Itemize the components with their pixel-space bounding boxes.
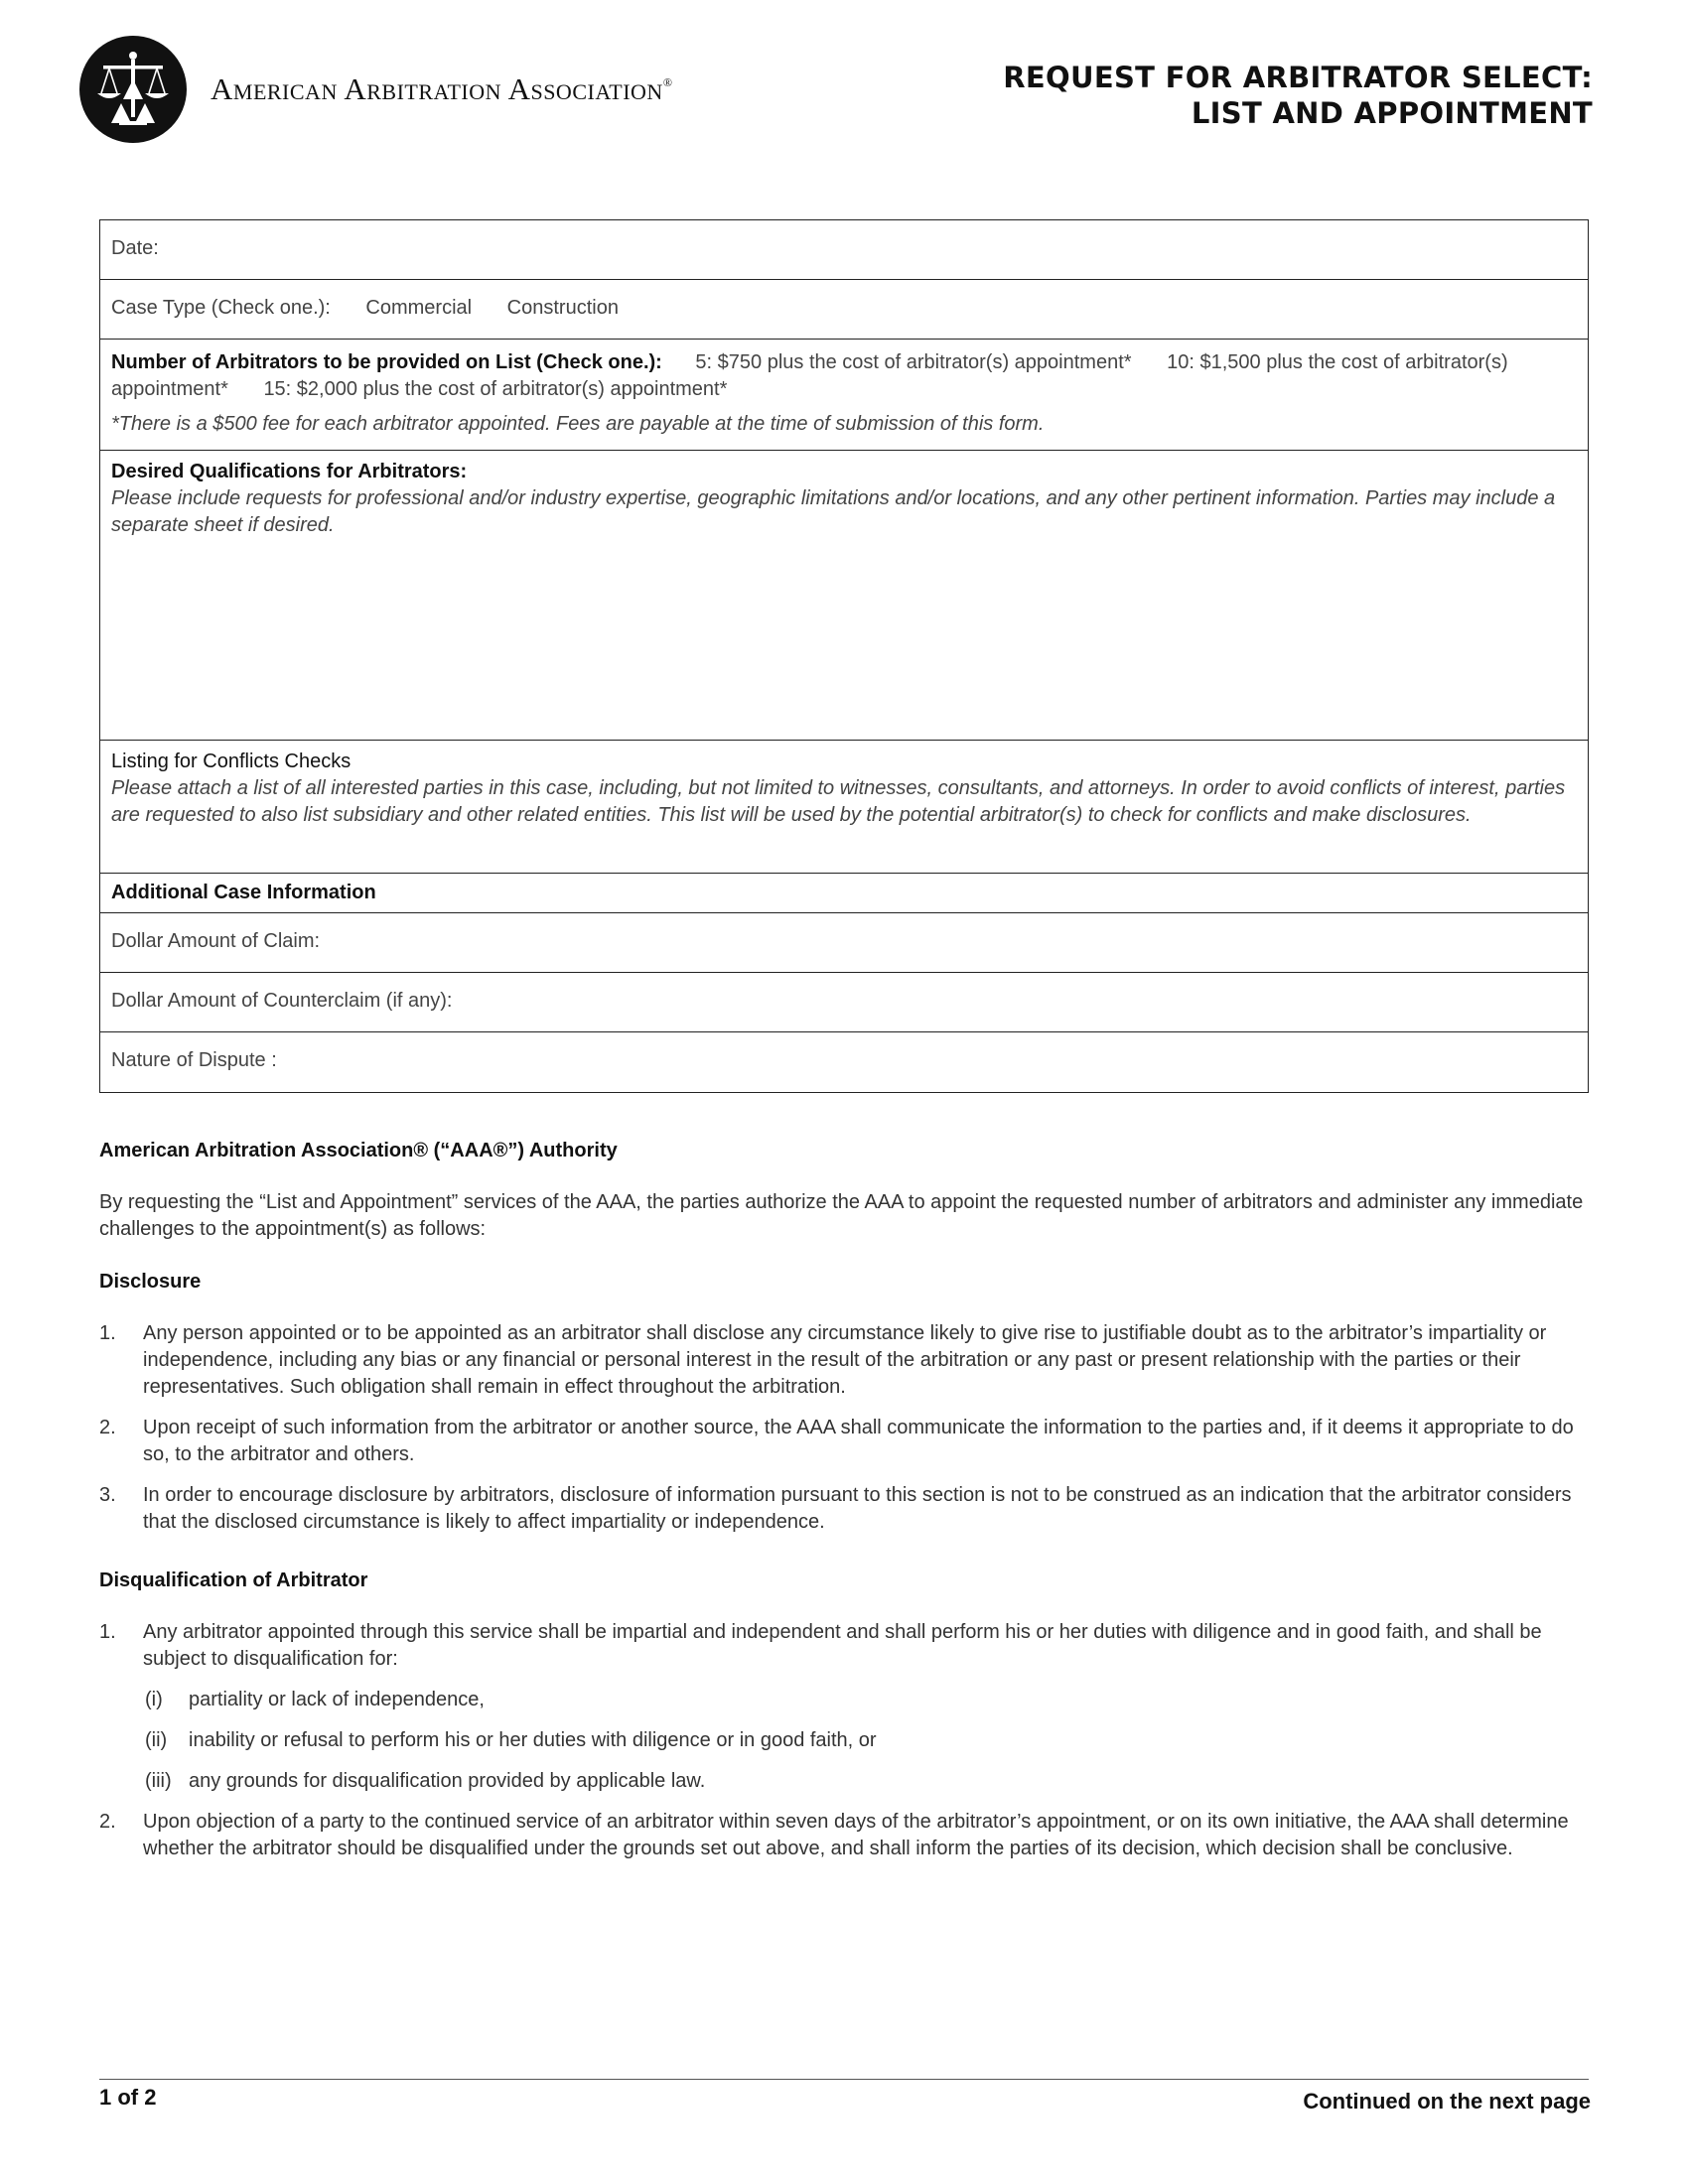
nature-of-dispute-field[interactable] [100, 1032, 1588, 1092]
request-form [99, 219, 1589, 1093]
arbitrators-count-row [100, 340, 1588, 451]
organization-name: American Arbitration Association® [211, 71, 673, 106]
sub-list-item: (iii) any grounds for disqualification provided by applicable law. [145, 1770, 706, 1792]
authority-heading: American Arbitration Association® (“AAA®”) Authority [99, 1140, 618, 1161]
sub-list-item: (ii) inability or refusal to perform his or her duties with diligence or in good faith, or [145, 1729, 877, 1751]
disclosure-list [99, 1320, 1589, 1536]
document-title [1003, 60, 1593, 131]
list-item: 1. Any arbitrator appointed through this service shall be impartial and independent and shall perform his or her duties with diligence and in good faith, and shall be subject to disqualification for: [99, 1621, 1542, 1670]
counterclaim-amount-label: Dollar Amount of Counterclaim (if any): [111, 990, 453, 1012]
title-line-1: REQUEST FOR ARBITRATOR SELECT: [1003, 61, 1593, 94]
sub-list-item: (i) partiality or lack of independence, [145, 1689, 485, 1710]
conflicts-label: Listing for Conflicts Checks [111, 751, 352, 772]
disclosure-heading: Disclosure [99, 1271, 202, 1293]
case-type-label: Case Type (Check one.): [111, 297, 331, 319]
fee-note: *There is a $500 fee for each arbitrator appointed. Fees are payable at the time of submission of this form. [111, 413, 1045, 435]
arbitrators-option-15[interactable]: 15: $2,000 plus the cost of arbitrator(s) appointment* [263, 378, 728, 400]
claim-amount-label: Dollar Amount of Claim: [111, 930, 321, 952]
conflicts-field[interactable] [100, 741, 1588, 874]
authority-intro: By requesting the “List and Appointment” services of the AAA, the parties authorize the AAA to appoint the requested number of arbitrators and administer any immediate challenges to the appointment(s) as follows: [99, 1191, 1584, 1240]
additional-info-heading-row [100, 874, 1588, 913]
arbitrators-option-10[interactable]: 10: $1,500 plus the cost of arbitrator(s) appointment* [111, 351, 1508, 400]
additional-info-label: Additional Case Information [111, 882, 376, 903]
arbitrators-count-label: Number of Arbitrators to be provided on List (Check one.): [111, 351, 662, 373]
authority-section [99, 1138, 1589, 1862]
case-type-construction-option[interactable]: Construction [506, 297, 619, 319]
arbitrators-option-5[interactable]: 5: $750 plus the cost of arbitrator(s) appointment* [695, 351, 1132, 373]
qualifications-label: Desired Qualifications for Arbitrators: [111, 461, 468, 482]
continued-note: Continued on the next page [1303, 2089, 1591, 2114]
case-type-commercial-option[interactable]: Commercial [365, 297, 473, 319]
title-line-2: LIST AND APPOINTMENT [1191, 96, 1593, 130]
conflicts-help: Please attach a list of all interested parties in this case, including, but not limited to witnesses, consultants, and attorneys. In order to avoid conflicts of interest, parties are requested to also list subsidiary and other related entities. This list will be used by the potential arbitrator(s) to check for conflicts and make disclosures. [111, 777, 1566, 826]
list-item: 2. Upon receipt of such information from the arbitrator or another source, the AAA shall communicate the information to the parties and, if it deems it appropriate to do so, to the arbitrator and others. [99, 1417, 1574, 1465]
claim-amount-field[interactable] [100, 913, 1588, 973]
date-label: Date: [111, 237, 159, 259]
aaa-logo-icon [79, 36, 187, 143]
date-field[interactable] [100, 220, 1588, 280]
nature-of-dispute-label: Nature of Dispute : [111, 1049, 277, 1071]
list-item: 3. In order to encourage disclosure by arbitrators, disclosure of information pursuant to this section is not to be construed as an indication that the arbitrator considers that the disclosed circumstance is likely to affect impartiality or independence. [99, 1484, 1572, 1533]
list-item: 2. Upon objection of a party to the continued service of an arbitrator within seven days of the arbitrator’s appointment, or on its own initiative, the AAA shall determine whether the arbitrator should be disqualified under the grounds set out above, and shall inform the parties of its decision, which decision shall be conclusive. [99, 1811, 1569, 1859]
disqualification-list [99, 1619, 1589, 1862]
case-type-row [100, 280, 1588, 340]
page-number: 1 of 2 [99, 2085, 157, 2110]
list-item: 1. Any person appointed or to be appointed as an arbitrator shall disclose any circumstance likely to give rise to justifiable doubt as to the arbitrator’s impartiality or independence, including any bias or any financial or personal interest in the result of the arbitration or any past or present relationship with the parties or their representatives. Such obligation shall remain in effect throughout the arbitration. [99, 1322, 1547, 1398]
qualifications-field[interactable] [100, 451, 1588, 741]
footer-divider [99, 2079, 1589, 2080]
disqualification-heading: Disqualification of Arbitrator [99, 1570, 368, 1591]
qualifications-help: Please include requests for professional and/or industry expertise, geographic limitations and/or locations, and any other pertinent information. Parties may include a separate sheet if desired. [111, 487, 1556, 536]
counterclaim-amount-field[interactable] [100, 973, 1588, 1032]
